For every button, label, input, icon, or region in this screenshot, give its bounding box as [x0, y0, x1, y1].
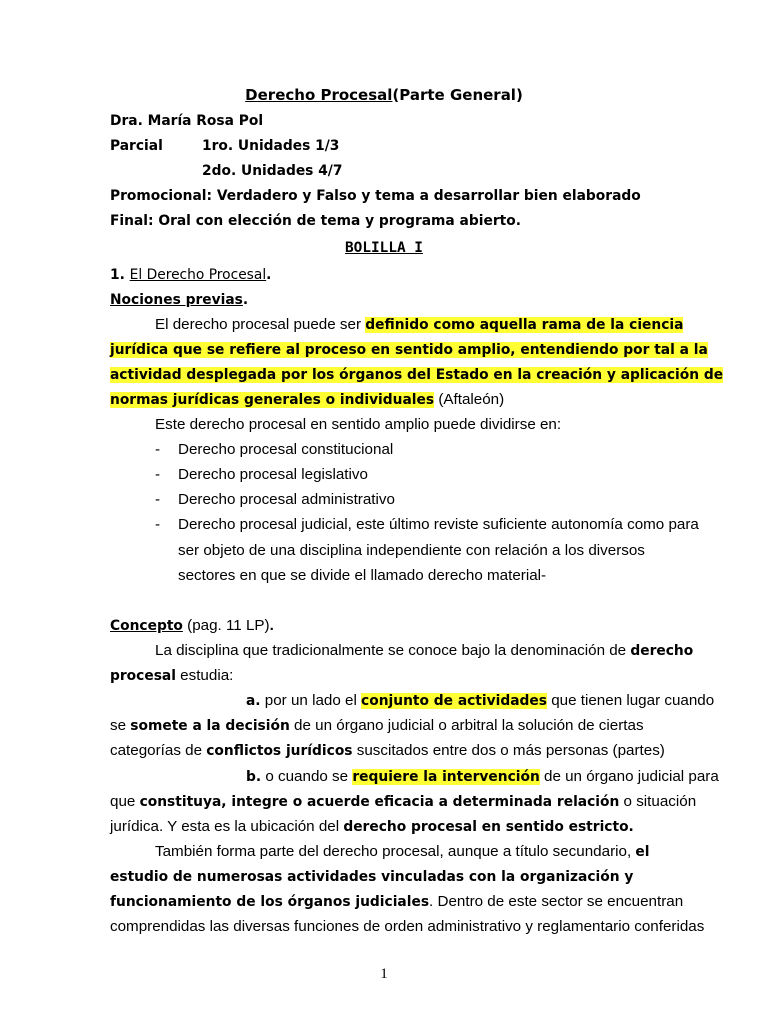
nociones-title: Nociones previas	[110, 292, 243, 308]
para1-line3	[110, 365, 723, 385]
para3-l4-plain1: se	[110, 717, 131, 734]
concepto-end: .	[269, 617, 274, 634]
para3-item-a	[246, 691, 714, 711]
para3-l8-plain1: jurídica. Y esta es la ubicación del	[110, 818, 344, 835]
list-item	[155, 465, 160, 485]
title-main: Derecho Procesal	[245, 86, 393, 104]
para4-l1-plain: También forma parte del derecho procesal, aunque a título secundario,	[155, 843, 636, 860]
nociones-heading	[110, 290, 248, 310]
para3-line1	[155, 641, 693, 661]
bullet-dash: -	[155, 516, 161, 533]
para3-line8	[110, 817, 634, 837]
para4-line2	[110, 867, 633, 887]
promocional-line: Promocional: Verdadero y Falso y tema a desarrollar bien elaborado	[110, 188, 641, 204]
para3-l1-plain: La disciplina que tradicionalmente se conoce bajo la denominación de	[155, 642, 631, 659]
section-title-end: .	[266, 267, 272, 283]
bullet-dash: -	[155, 441, 161, 458]
para4-line3	[110, 892, 683, 912]
list-item-continuation: sectores en que se divide el llamado derecho material-	[178, 567, 547, 584]
concepto-heading	[110, 616, 274, 636]
bolilla-heading	[0, 238, 768, 258]
bolilla-label: BOLILLA I	[345, 240, 423, 256]
professor-name: Dra. María Rosa Pol	[110, 113, 264, 129]
final-line: Final: Oral con elección de tema y programa abierto.	[110, 213, 521, 229]
section-heading	[110, 265, 271, 285]
item-b-plain1: o cuando se	[261, 768, 353, 785]
item-a-plain1: por un lado el	[260, 692, 362, 709]
parcial-label: Parcial	[110, 138, 163, 154]
para1-l2-highlight: jurídica que se refiere al proceso en sentido amplio, entendiendo por tal a la	[110, 342, 708, 358]
para1-l1-highlight: definido como aquella rama de la ciencia	[365, 317, 684, 333]
para3-l5-bold: conflictos jurídicos	[206, 743, 353, 759]
para4-l3-bold: funcionamiento de los órganos judiciales	[110, 894, 430, 910]
para3-l1-bold: derecho	[630, 643, 694, 659]
list-item	[155, 490, 160, 510]
page-number: 1	[380, 966, 388, 982]
list-item-text: Derecho procesal judicial, este último reviste suficiente autonomía como para	[178, 516, 699, 533]
nociones-end: .	[242, 292, 249, 308]
para3-l8-bold: derecho procesal en sentido estricto.	[343, 819, 634, 835]
para1-l4-highlight: normas jurídicas generales o individuales	[110, 392, 435, 408]
concepto-ref: (pag. 11 LP)	[182, 617, 270, 634]
para3-l2-bold: procesal	[110, 668, 176, 684]
para4-l3-plain: . Dentro de este sector se encuentran	[429, 893, 684, 910]
para3-line7	[110, 792, 696, 812]
para1-line2	[110, 340, 708, 360]
section-title: El Derecho Procesal	[129, 267, 267, 283]
para3-l7-bold: constituya, integre o acuerde eficacia a determinada relación	[139, 794, 620, 810]
para1-line1	[155, 315, 683, 335]
para3-l7-plain1: que	[110, 793, 140, 810]
para3-line4	[110, 716, 644, 736]
para2-intro: Este derecho procesal en sentido amplio puede dividirse en:	[155, 416, 562, 433]
list-item	[155, 515, 160, 535]
list-item	[155, 440, 160, 460]
para1-l4-plain: (Aftaleón)	[434, 391, 505, 408]
para4-l2-bold: estudio de numerosas actividades vinculadas con la organización y	[110, 869, 634, 885]
list-item-text: Derecho procesal administrativo	[178, 491, 395, 508]
para3-item-b	[246, 767, 719, 787]
title-sub: (Parte General)	[392, 86, 523, 104]
para4-l1-bold: el	[635, 844, 650, 860]
para4-line4: comprendidas las diversas funciones de orden administrativo y reglamentario conferidas	[110, 918, 705, 935]
item-b-plain2: de un órgano judicial para	[539, 768, 719, 785]
list-item-text: Derecho procesal legislativo	[178, 466, 368, 483]
item-a-label: a.	[246, 693, 261, 709]
parcial-1: 1ro. Unidades 1/3	[202, 138, 340, 154]
item-a-highlight: conjunto de actividades	[361, 693, 547, 709]
para1-l3-highlight: actividad desplegada por los órganos del Estado en la creación y aplicación de	[110, 367, 724, 383]
item-b-highlight: requiere la intervención	[352, 769, 540, 785]
para4-line1	[155, 842, 649, 862]
concepto-title: Concepto	[110, 618, 183, 634]
para3-l7-plain2: o situación	[619, 793, 697, 810]
para3-line2	[110, 666, 233, 686]
para3-line5	[110, 741, 665, 761]
list-item-continuation: ser objeto de una disciplina independiente con relación a los diversos	[178, 542, 645, 559]
para1-line4	[110, 390, 504, 410]
item-a-plain2: que tienen lugar cuando	[546, 692, 715, 709]
list-item-text: Derecho procesal constitucional	[178, 441, 394, 458]
parcial-2: 2do. Unidades 4/7	[202, 163, 343, 179]
bullet-dash: -	[155, 466, 161, 483]
para3-l4-bold: somete a la decisión	[130, 718, 290, 734]
item-b-label: b.	[246, 769, 262, 785]
para1-l1-plain: El derecho procesal puede ser	[155, 316, 366, 333]
document-title	[0, 85, 768, 105]
parcial-line-1	[110, 136, 163, 156]
section-number: 1.	[110, 267, 130, 283]
para3-l5-plain2: suscitados entre dos o más personas (partes)	[352, 742, 665, 759]
para3-l2-plain: estudia:	[175, 667, 234, 684]
para3-l5-plain1: categorías de	[110, 742, 207, 759]
bullet-dash: -	[155, 491, 161, 508]
para3-l4-plain2: de un órgano judicial o arbitral la solución de ciertas	[289, 717, 644, 734]
